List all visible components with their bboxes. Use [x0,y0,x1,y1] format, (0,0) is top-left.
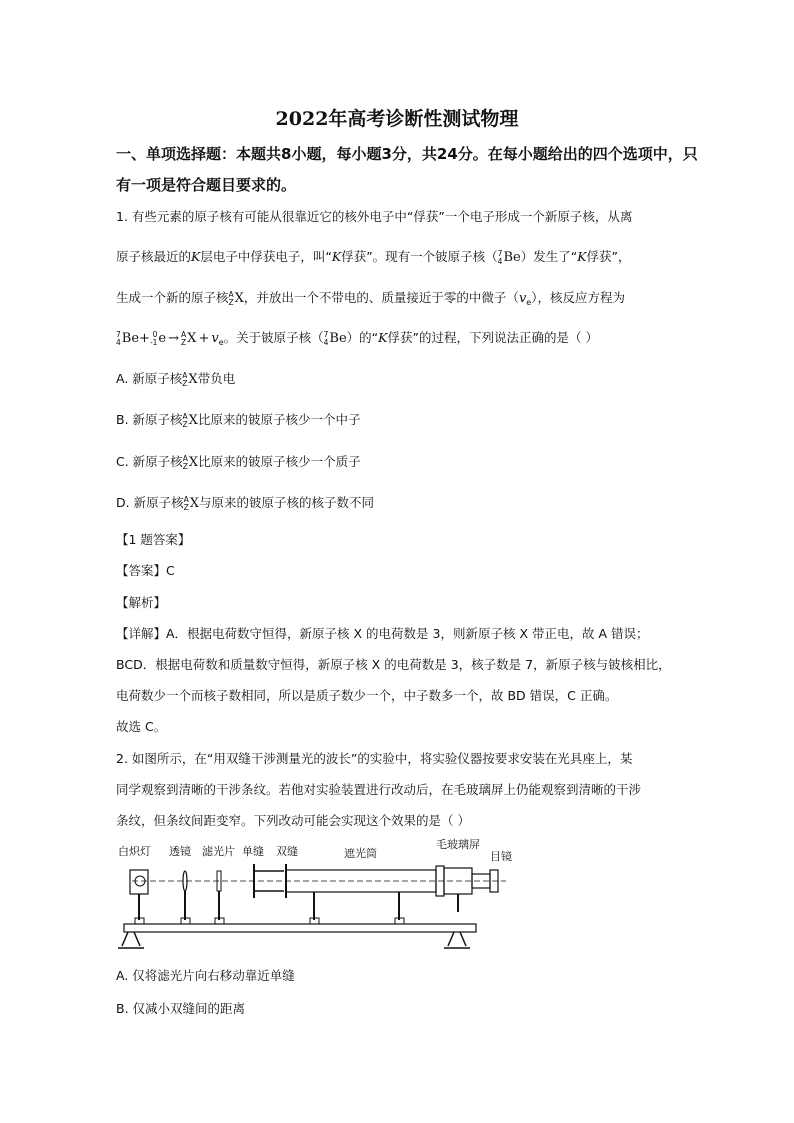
label-single-slit: 单缝 [242,845,264,858]
q2-stem-line2: 同学观察到清晰的干涉条纹。若他对实验装置进行改动后，在毛玻璃屏上仍能观察到清晰的干涉 [116,782,642,797]
q1-detail-line2: BCD．根据电荷数和质量数守恒得，新原子核 X 的电荷数是 3，核子数是 7，新原子核与铍核相比， [116,657,671,672]
label-eyepiece: 目镜 [490,850,512,863]
q1-answer: 【答案】C [116,563,175,578]
filter-icon [215,871,224,924]
q1-option-d[interactable]: D. 新原子核 A Z X与原来的铍原子核的核子数不同 [116,494,374,512]
q1-detail-line3: 电荷数少一个而核子数相同，所以是质子数少一个，中子数多一个，故 BD 错误，C 正确。 [116,688,618,703]
lens-icon [181,871,190,924]
q1-stem-line3: 生成一个新的原子核 A Z X，并放出一个不带电的、质量接近于零的中微子$(v_e)$，核反应方程为 [116,289,625,307]
section-heading: 一、单项选择题：本题共8小题，每小题3分，共24分。在每小题给出的四个选项中，只有一项是符合题目要求的。 [116,145,698,194]
label-lamp: 白炽灯 [118,845,151,858]
q1-stem-line1: 1. 有些元素的原子核有可能从很靠近它的核外电子中“俘获”一个电子形成一个新原子核，从离 [116,209,633,224]
q2-option-b[interactable]: B. 仅减小双缝间的距离 [116,1001,246,1016]
lamp-icon [130,870,148,924]
optical-bench [118,924,476,948]
q1-stem-line4: 7 4 Be+ 0 -1 e → A Z $X + v_e$。关于铍原子核（ 7 4 Be）的“K俘获”的过程，下列说法正确的是（ ） [116,329,598,347]
q1-detail-line1: 【详解】A．根据电荷数守恒得，新原子核 X 的电荷数是 3，则新原子核 X 带正电，故 A 错误； [116,626,649,641]
q1-detail-line4: 故选 C。 [116,719,167,734]
label-screen: 毛玻璃屏 [436,838,480,851]
label-lens: 透镜 [169,845,191,858]
label-double-slit: 双缝 [276,845,298,858]
q2-stem-line1: 2. 如图所示，在“用双缝干涉测量光的波长”的实验中，将实验仪器按要求安装在光具座上，某 [116,751,633,766]
q2-option-a[interactable]: A. 仅将滤光片向右移动靠近单缝 [116,968,295,983]
tube-icon [286,870,436,924]
label-tube: 遮光筒 [344,847,377,860]
nuclear-equation: 7 4 Be+ 0 -1 e → A Z $X + v_e$ [116,329,224,347]
q1-analysis-tag: 【解析】 [116,595,167,610]
q1-option-a[interactable]: A. 新原子核 A Z X带负电 [116,370,236,388]
page-title: 2022年高考诊断性测试物理 [275,108,519,130]
q1-answer-number-tag: 【1 题答案】 [116,532,191,547]
q1-stem-line2: 原子核最近的K层电子中俘获电子，叫“K俘获”。现有一个铍原子核（ 7 4 Be）发生了“K俘获”， [116,248,631,266]
double-slit-apparatus-diagram [114,836,524,958]
label-filter: 滤光片 [202,845,235,858]
screen-icon [436,866,472,912]
q1-option-b[interactable]: B. 新原子核 A Z X比原来的铍原子核少一个中子 [116,411,361,429]
q2-stem-line3: 条纹，但条纹间距变窄。下列改动可能会实现这个效果的是（ ） [116,813,470,828]
q1-option-c[interactable]: C. 新原子核 A Z X比原来的铍原子核少一个质子 [116,453,361,471]
